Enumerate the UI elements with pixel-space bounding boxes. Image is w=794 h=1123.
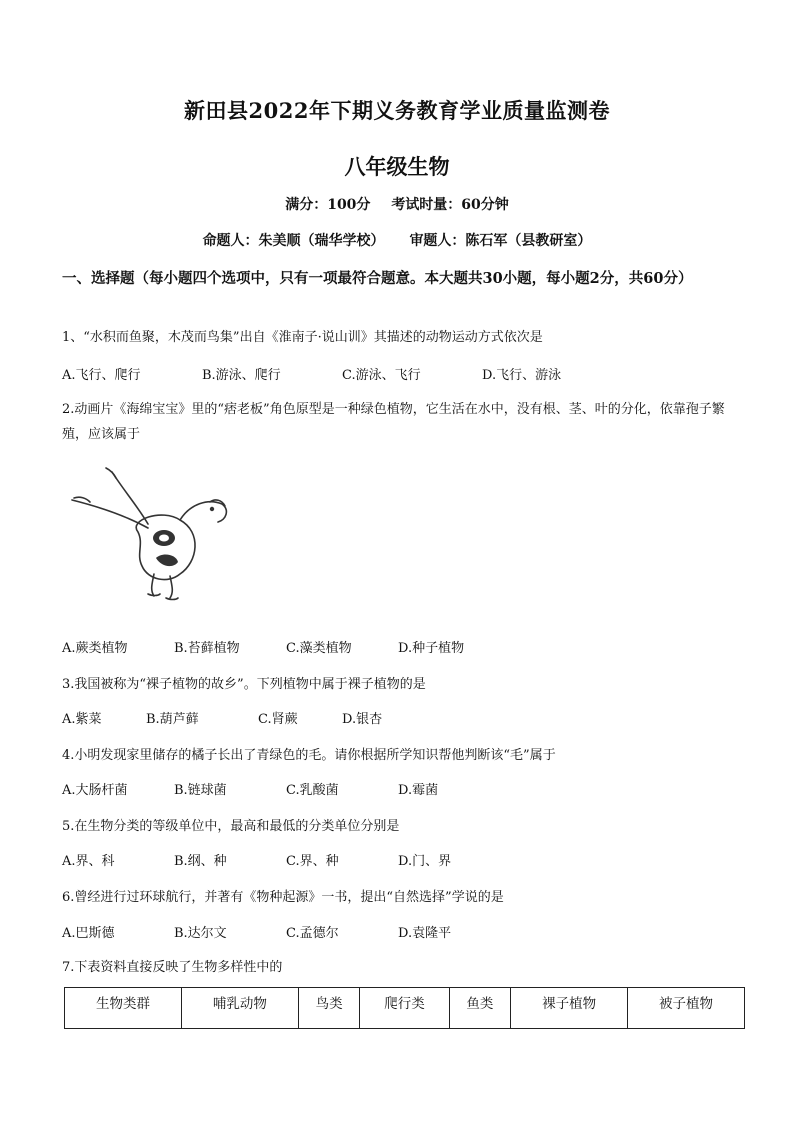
option-c: C.乳酸菌 [286, 783, 339, 798]
option-a: A.紫菜 [62, 712, 102, 727]
exam-authors [0, 230, 794, 250]
option-d: D.袁隆平 [398, 926, 452, 941]
option-c: C.界、种 [286, 854, 339, 869]
question-6-options [62, 922, 451, 941]
option-a: A.蕨类植物 [62, 641, 128, 656]
question-1-options [62, 364, 561, 383]
option-c: C.藻类植物 [286, 641, 352, 656]
full-score: 满分：100分 [285, 197, 371, 213]
option-b: B.游泳、爬行 [202, 368, 281, 383]
option-b: B.达尔文 [174, 926, 227, 941]
question-author: 命题人：朱美顺（瑞华学校） [202, 233, 385, 249]
option-b: B.葫芦藓 [146, 712, 199, 727]
question-1: 1、“水积而鱼聚，木茂而鸟集”出自《淮南子·说山训》其描述的动物运动方式依次是 [62, 330, 543, 345]
biodiversity-table [64, 987, 745, 1029]
question-2: 2.动画片《海绵宝宝》里的“痞老板”角色原型是一种绿色植物，它生活在水中，没有根、茎、叶的分化，依靠孢子繁殖，应该属于 [62, 402, 725, 442]
question-3-options [62, 708, 382, 727]
section-heading: 一、选择题（每小题四个选项中，只有一项最符合题意。本大题共30小题，每小题2分，共60分） [62, 270, 693, 287]
plankton-cartoon-figure [70, 462, 240, 612]
exam-duration: 考试时量：60分钟 [391, 197, 509, 213]
question-4-options [62, 779, 438, 798]
exam-score-time [0, 194, 794, 214]
option-c: C.游泳、飞行 [342, 368, 421, 383]
question-5-options [62, 850, 451, 869]
question-2-options [62, 637, 464, 656]
option-d: D.种子植物 [398, 641, 465, 656]
option-a: A.界、科 [62, 854, 115, 869]
exam-subtitle: 八年级生物 [344, 154, 450, 179]
question-7: 7.下表资料直接反映了生物多样性中的 [62, 960, 283, 975]
table-header-cell: 被子植物 [628, 988, 745, 1029]
option-d: D.霉菌 [398, 783, 439, 798]
question-5: 5.在生物分类的等级单位中，最高和最低的分类单位分别是 [62, 819, 400, 834]
question-4: 4.小明发现家里储存的橘子长出了青绿色的毛。请你根据所学知识帮他判断该“毛”属于 [62, 748, 556, 763]
table-header-cell: 裸子植物 [511, 988, 628, 1029]
option-d: D.飞行、游泳 [482, 368, 562, 383]
option-a: A.大肠杆菌 [62, 783, 128, 798]
option-c: C.肾蕨 [258, 712, 298, 727]
question-reviewer: 审题人：陈石军（县教研室） [409, 233, 592, 249]
option-b: B.纲、种 [174, 854, 227, 869]
option-a: A.飞行、爬行 [62, 368, 141, 383]
option-d: D.门、界 [398, 854, 452, 869]
option-b: B.链球菌 [174, 783, 227, 798]
option-a: A.巴斯德 [62, 926, 115, 941]
table-header-cell: 爬行类 [360, 988, 449, 1029]
option-d: D.银杏 [342, 712, 383, 727]
table-header-cell: 鱼类 [449, 988, 511, 1029]
table-row [65, 988, 745, 1029]
table-header-cell: 生物类群 [65, 988, 182, 1029]
exam-title: 新田县2022年下期义务教育学业质量监测卷 [184, 98, 610, 123]
table-header-cell: 哺乳动物 [181, 988, 298, 1029]
option-b: B.苔藓植物 [174, 641, 240, 656]
table-header-cell: 鸟类 [298, 988, 360, 1029]
question-3: 3.我国被称为“裸子植物的故乡”。下列植物中属于裸子植物的是 [62, 677, 426, 692]
question-6: 6.曾经进行过环球航行，并著有《物种起源》一书，提出“自然选择”学说的是 [62, 890, 504, 905]
option-c: C.孟德尔 [286, 926, 339, 941]
